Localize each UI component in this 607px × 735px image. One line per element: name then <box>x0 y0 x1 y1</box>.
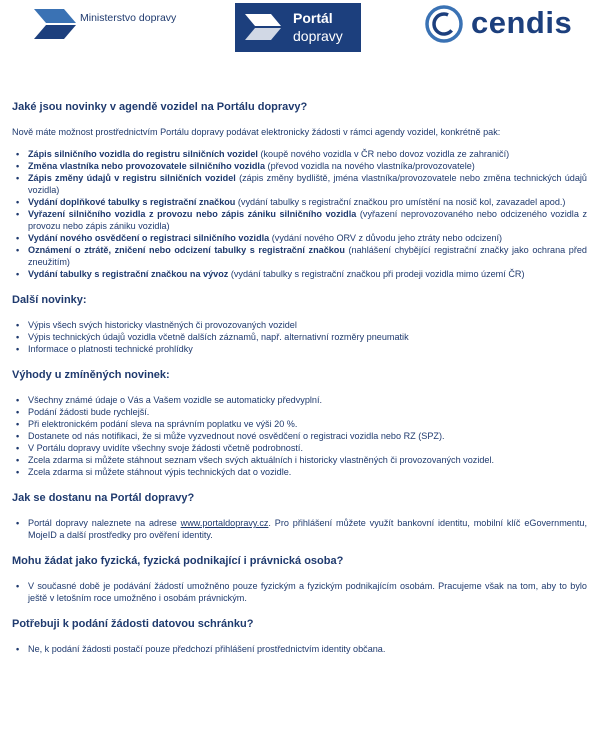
item-title: Změna vlastníka nebo provozovatele silničního vozidla <box>28 161 266 171</box>
item-detail: (vydání tabulky s registrační značkou při prodeji vozidla mimo území ČR) <box>228 269 525 279</box>
item-title: Vydání nového osvědčení o registraci silničního vozidla <box>28 233 270 243</box>
list-item <box>12 268 587 280</box>
list-item <box>12 517 587 541</box>
item-detail: (koupě nového vozidla v ČR nebo dovoz vozidla ze zahraničí) <box>257 149 510 159</box>
portal-arrow-icon <box>245 14 285 42</box>
list-item: • Výpis technických údajů vozidla včetně dalších záznamů, např. alternativní rozměry pneumatik <box>12 331 587 343</box>
list-item <box>12 232 587 244</box>
item-detail: (vyřazení neprovozovaného nebo odcizeného vozidla z provozu nebo zápis zániku vozidla) <box>28 209 587 231</box>
list-item <box>12 208 587 232</box>
list-item: • Informace o platnosti technické prohlídky <box>12 343 587 355</box>
list-item: • V Portálu dopravy uvidíte všechny svoje žádosti včetně podrobností. <box>12 442 587 454</box>
portal-logo-line2: dopravy <box>293 28 343 44</box>
portal-link[interactable]: www.portaldopravy.cz <box>180 518 269 528</box>
item-detail: (převod vozidla na nového vlastníka/provozovatele) <box>265 161 475 171</box>
list-item <box>12 172 587 196</box>
item-detail: (vydání tabulky s registrační značkou pro umístění na nosič kol, zavazadel apod.) <box>235 197 566 207</box>
access-text-before: Portál dopravy naleznete na adrese <box>28 518 181 528</box>
item-title: Vydání doplňkové tabulky s registrační značkou <box>28 197 236 207</box>
list-item <box>12 160 587 172</box>
item-title: Oznámení o ztrátě, zničení nebo odcizení tabulky s registrační značkou <box>28 245 345 255</box>
list-item: • Zcela zdarma si můžete stáhnout seznam všech svých aktuálních i historicky vlastněných či provozovaných vozidel. <box>12 454 587 466</box>
list-item: • V současné době je podávání žádostí umožněno pouze fyzickým a fyzickým podnikajícím osobám. Pracujeme však na tom, aby to bylo ještě v letošním roce umožněno i osobám právnickým. <box>12 580 587 604</box>
section-title-jak-se-dostanu: Jak se dostanu na Portál dopravy? <box>12 492 195 504</box>
main-content <box>12 100 587 655</box>
item-title: Vyřazení silničního vozidla z provozu nebo zápis zániku silničního vozidla <box>28 209 357 219</box>
section-title-dalsi-novinky: Další novinky: <box>12 294 87 306</box>
list-item <box>12 244 587 268</box>
list-item: • Při elektronickém podání sleva na správním poplatku ve výši 20 %. <box>12 418 587 430</box>
agenda-list <box>12 148 587 280</box>
item-detail: (zápis změny bydliště, jména vlastníka/provozovatele nebo změna technických údajů vozidla) <box>28 173 587 195</box>
ministry-arrow-icon <box>34 9 78 47</box>
cendis-wordmark: cendis <box>471 5 573 40</box>
jak-se-dostanu-list <box>12 517 587 541</box>
section-title-datova-schranka: Potřebuji k podání žádosti datovou schránku? <box>12 618 254 630</box>
intro-paragraph: Nově máte možnost prostřednictvím Portálu dopravy podávat elektronicky žádosti v rámci agendy vozidel, konkrétně pak: <box>12 127 501 137</box>
access-text-after: . Pro přihlášení můžete využít bankovní identitu, mobilní klíč eGovernmentu, MojeID a další prostředky pro ověření identity. <box>28 518 587 540</box>
header <box>0 0 607 60</box>
section-title-novinky: Jaké jsou novinky v agendě vozidel na Portálu dopravy? <box>12 101 308 113</box>
list-item <box>12 196 587 208</box>
item-title: Zápis změny údajů v registru silničních vozidel <box>28 173 236 183</box>
dalsi-novinky-list <box>12 319 587 355</box>
cendis-logo <box>424 4 574 44</box>
datova-schranka-list <box>12 643 587 655</box>
item-detail: (nahlášení chybějící registrační značky jako ochrana před zneužitím) <box>28 245 587 267</box>
list-item: • Zcela zdarma si můžete stáhnout výpis technických dat o vozidle. <box>12 466 587 478</box>
portal-logo-line1: Portál <box>293 10 333 26</box>
list-item: • Výpis všech svých historicky vlastněných či provozovaných vozidel <box>12 319 587 331</box>
item-detail: (vydání nového ORV z důvodu jeho ztráty nebo odcizení) <box>269 233 503 243</box>
vyhody-list <box>12 394 587 478</box>
section-title-vyhody: Výhody u zmíněných novinek: <box>12 369 170 381</box>
ministry-name: Ministerstvo dopravy <box>80 12 177 24</box>
list-item: • Dostanete od nás notifikaci, že si může vyzvednout nové osvědčení o registraci vozidla nebo RZ (SPZ). <box>12 430 587 442</box>
item-title: Vydání tabulky s registrační značkou na vývoz <box>28 269 229 279</box>
cendis-emblem-icon <box>424 4 466 44</box>
list-item: • Podání žádosti bude rychlejší. <box>12 406 587 418</box>
list-item <box>12 148 587 160</box>
portal-dopravy-logo <box>235 3 361 52</box>
ministerstvo-dopravy-logo <box>34 9 184 49</box>
list-item: • Všechny známé údaje o Vás a Vašem vozidle se automaticky předvyplní. <box>12 394 587 406</box>
osoby-list <box>12 580 587 604</box>
list-item: • Ne, k podání žádosti postačí pouze předchozí přihlášení prostřednictvím identity občana. <box>12 643 587 655</box>
item-title: Zápis silničního vozidla do registru silničních vozidel <box>28 149 258 159</box>
section-title-osoby: Mohu žádat jako fyzická, fyzická podnikající i právnická osoba? <box>12 555 344 567</box>
